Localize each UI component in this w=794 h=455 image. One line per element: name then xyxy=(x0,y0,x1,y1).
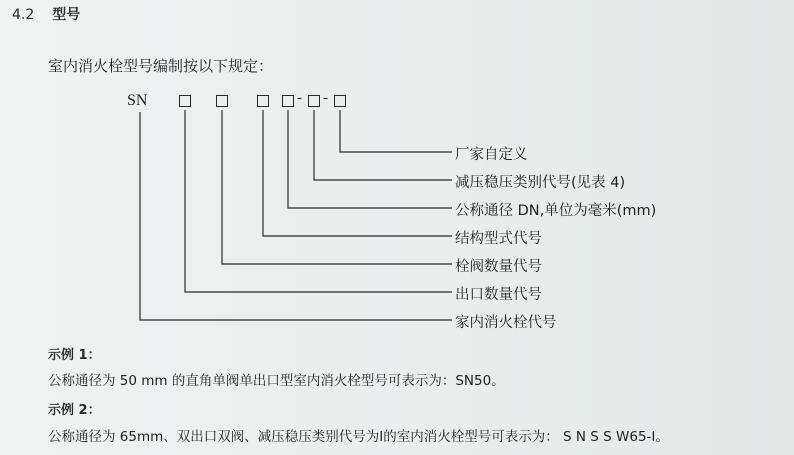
placeholder-box-valve-count xyxy=(216,95,228,107)
leader-line-pressure-class xyxy=(314,110,452,180)
legend-nominal-diameter: 公称通径 DN,单位为毫米(mm) xyxy=(455,203,657,219)
legend-outlet-count-code: 出口数量代号 xyxy=(455,287,542,303)
model-code-pattern xyxy=(0,88,794,116)
legend-hydrant-code: 家内消火栓代号 xyxy=(455,315,557,331)
example-1-label: 示例 1： xyxy=(48,348,101,363)
example-2-label: 示例 2： xyxy=(48,403,101,418)
section-title: 型号 xyxy=(52,7,81,23)
leader-line-prefix xyxy=(140,112,452,320)
leader-line-structure xyxy=(263,110,452,236)
example-1-text: 公称通径为 50 mm 的直角单阀单出口型室内消火栓型号可表示为：SN50。 xyxy=(48,373,505,389)
leader-line-valve-count xyxy=(222,110,452,264)
legend-structure-type-code: 结构型式代号 xyxy=(455,231,542,247)
section-heading xyxy=(12,4,80,24)
intro-text: 室内消火栓型号编制按以下规定： xyxy=(48,57,274,75)
placeholder-box-pressure-class xyxy=(308,95,320,107)
code-prefix: SN xyxy=(127,92,148,109)
placeholder-box-outlet-count xyxy=(179,95,191,107)
code-dash-1: - xyxy=(297,90,302,106)
placeholder-box-manufacturer xyxy=(334,95,346,107)
legend-pressure-class-code: 减压稳压类别代号(见表 4) xyxy=(455,175,626,191)
placeholder-box-structure xyxy=(257,95,269,107)
section-number: 4.2 xyxy=(12,7,35,23)
leader-line-nominal-diameter xyxy=(288,110,452,208)
example-2-text: 公称通径为 65mm、双出口双阀、减压稳压类别代号为Ⅰ的室内消火栓型号可表示为： S N S S W65-Ⅰ。 xyxy=(48,429,669,445)
legend-valve-count-code: 栓阀数量代号 xyxy=(455,259,542,275)
code-dash-2: - xyxy=(323,90,328,106)
legend-manufacturer-defined: 厂家自定义 xyxy=(455,147,528,163)
leader-line-outlet-count xyxy=(185,110,452,292)
placeholder-box-nominal-diameter xyxy=(282,95,294,107)
leader-line-manufacturer xyxy=(340,110,452,152)
